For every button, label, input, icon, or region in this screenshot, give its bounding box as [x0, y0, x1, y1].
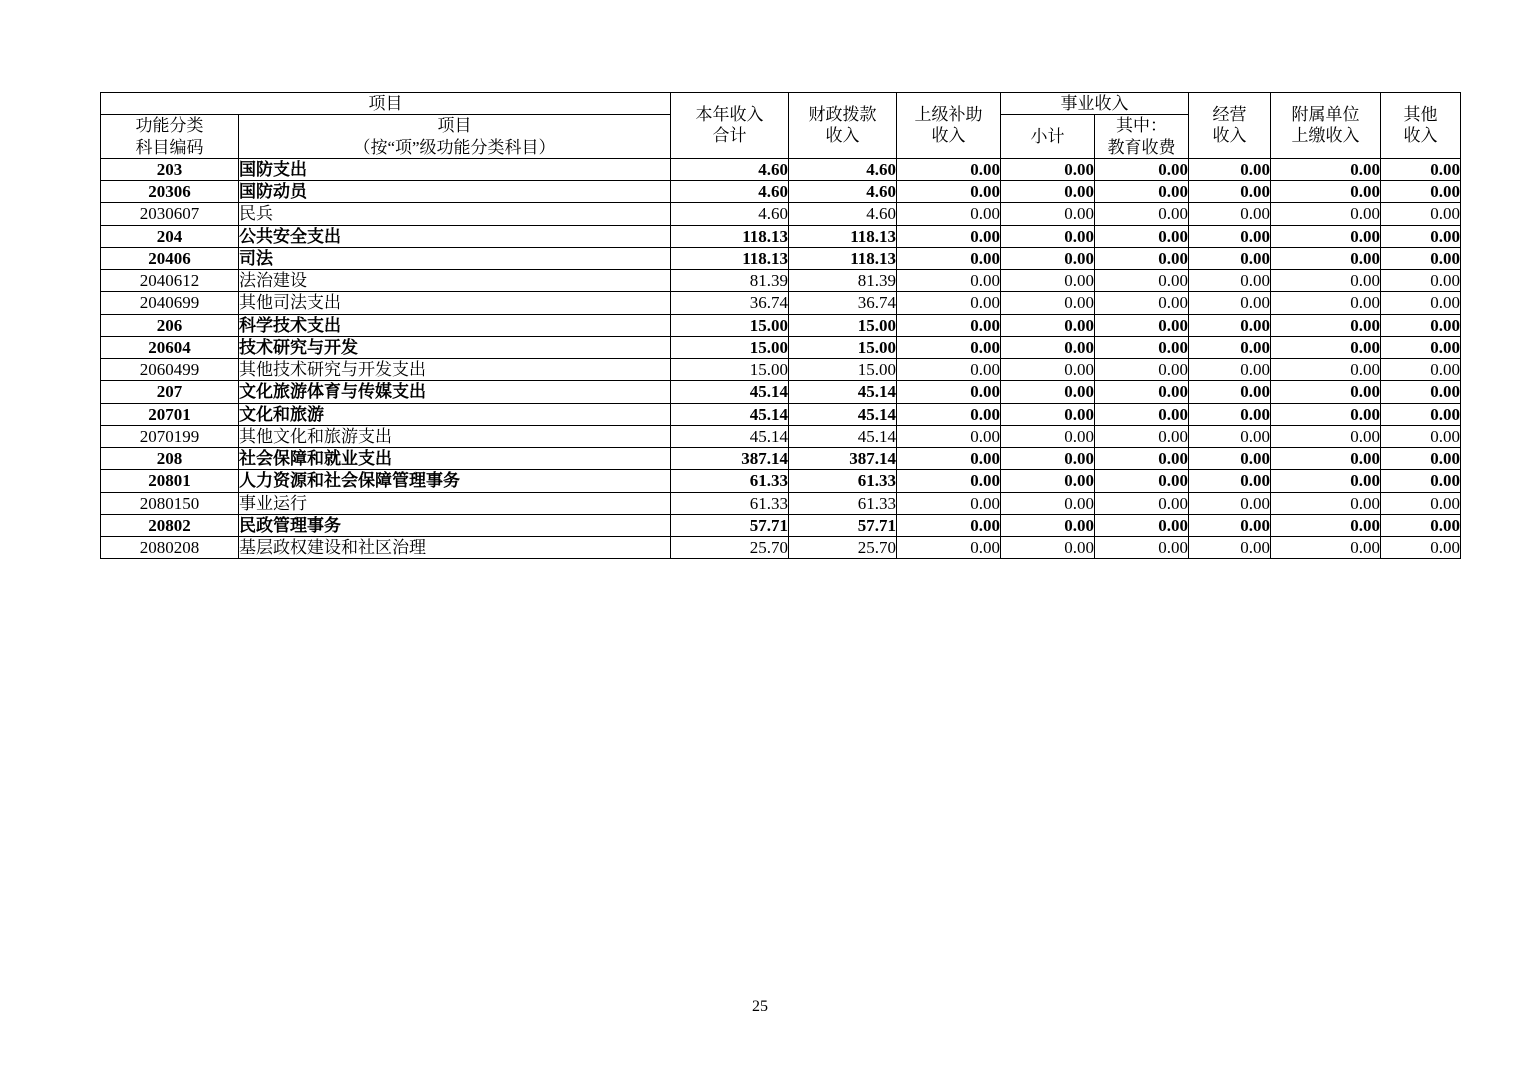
table-row — [101, 203, 1461, 225]
cell-operating-income: 0.00 — [1189, 470, 1271, 492]
cell-education-fee: 0.00 — [1095, 158, 1189, 180]
cell-upper-subsidy: 0.00 — [897, 403, 1001, 425]
cell-other-income: 0.00 — [1381, 158, 1461, 180]
header-edu-line1: 其中： — [1116, 116, 1167, 136]
header-operating-income — [1189, 93, 1271, 159]
table-row — [101, 181, 1461, 203]
cell-function-code: 20604 — [101, 336, 239, 358]
cell-other-income: 0.00 — [1381, 425, 1461, 447]
cell-education-fee: 0.00 — [1095, 336, 1189, 358]
cell-project-name: 司法 — [239, 247, 671, 269]
cell-operating-income: 0.00 — [1189, 314, 1271, 336]
cell-upper-subsidy: 0.00 — [897, 470, 1001, 492]
cell-operating-income: 0.00 — [1189, 537, 1271, 559]
cell-education-fee: 0.00 — [1095, 492, 1189, 514]
cell-function-code: 2040612 — [101, 270, 239, 292]
cell-fiscal-income: 25.70 — [789, 537, 897, 559]
cell-project-name: 技术研究与开发 — [239, 336, 671, 358]
header-fiscal-line1: 财政拨款 — [808, 105, 877, 125]
header-upper-line2: 收入 — [931, 126, 966, 146]
cell-total-income: 45.14 — [671, 403, 789, 425]
cell-fiscal-income: 45.14 — [789, 425, 897, 447]
cell-business-subtotal: 0.00 — [1001, 381, 1095, 403]
table-row — [101, 270, 1461, 292]
cell-fiscal-income: 61.33 — [789, 470, 897, 492]
cell-fiscal-income: 4.60 — [789, 181, 897, 203]
header-operating-line1: 经营 — [1212, 105, 1247, 125]
cell-fiscal-income: 15.00 — [789, 359, 897, 381]
cell-function-code: 2080150 — [101, 492, 239, 514]
cell-total-income: 118.13 — [671, 247, 789, 269]
header-affiliated-income — [1271, 93, 1381, 159]
header-code-line1: 功能分类 — [135, 116, 204, 136]
cell-business-subtotal: 0.00 — [1001, 247, 1095, 269]
cell-other-income: 0.00 — [1381, 203, 1461, 225]
cell-operating-income: 0.00 — [1189, 492, 1271, 514]
cell-total-income: 61.33 — [671, 492, 789, 514]
cell-total-income: 45.14 — [671, 425, 789, 447]
cell-function-code: 2060499 — [101, 359, 239, 381]
cell-project-name: 其他技术研究与开发支出 — [239, 359, 671, 381]
cell-other-income: 0.00 — [1381, 381, 1461, 403]
cell-operating-income: 0.00 — [1189, 448, 1271, 470]
cell-project-name: 社会保障和就业支出 — [239, 448, 671, 470]
cell-upper-subsidy: 0.00 — [897, 203, 1001, 225]
cell-business-subtotal: 0.00 — [1001, 292, 1095, 314]
cell-function-code: 2080208 — [101, 537, 239, 559]
cell-affiliated-income: 0.00 — [1271, 203, 1381, 225]
cell-other-income: 0.00 — [1381, 247, 1461, 269]
header-function-code — [101, 115, 239, 159]
cell-total-income: 45.14 — [671, 381, 789, 403]
header-upper-subsidy — [897, 93, 1001, 159]
cell-operating-income: 0.00 — [1189, 158, 1271, 180]
cell-operating-income: 0.00 — [1189, 359, 1271, 381]
cell-other-income: 0.00 — [1381, 270, 1461, 292]
cell-total-income: 61.33 — [671, 470, 789, 492]
cell-total-income: 36.74 — [671, 292, 789, 314]
cell-affiliated-income: 0.00 — [1271, 225, 1381, 247]
cell-affiliated-income: 0.00 — [1271, 537, 1381, 559]
cell-project-name: 公共安全支出 — [239, 225, 671, 247]
table-row — [101, 403, 1461, 425]
cell-operating-income: 0.00 — [1189, 247, 1271, 269]
cell-upper-subsidy: 0.00 — [897, 425, 1001, 447]
cell-function-code: 20701 — [101, 403, 239, 425]
cell-project-name: 民兵 — [239, 203, 671, 225]
table-header-row-1 — [101, 93, 1461, 115]
table-row — [101, 537, 1461, 559]
cell-business-subtotal: 0.00 — [1001, 403, 1095, 425]
cell-affiliated-income: 0.00 — [1271, 314, 1381, 336]
cell-education-fee: 0.00 — [1095, 247, 1189, 269]
cell-function-code: 20801 — [101, 470, 239, 492]
header-upper-line1: 上级补助 — [914, 105, 983, 125]
cell-upper-subsidy: 0.00 — [897, 537, 1001, 559]
cell-upper-subsidy: 0.00 — [897, 381, 1001, 403]
cell-other-income: 0.00 — [1381, 492, 1461, 514]
cell-upper-subsidy: 0.00 — [897, 492, 1001, 514]
cell-business-subtotal: 0.00 — [1001, 158, 1095, 180]
cell-total-income: 4.60 — [671, 203, 789, 225]
cell-business-subtotal: 0.00 — [1001, 514, 1095, 536]
cell-affiliated-income: 0.00 — [1271, 270, 1381, 292]
cell-other-income: 0.00 — [1381, 537, 1461, 559]
cell-function-code: 206 — [101, 314, 239, 336]
cell-total-income: 81.39 — [671, 270, 789, 292]
cell-other-income: 0.00 — [1381, 225, 1461, 247]
cell-operating-income: 0.00 — [1189, 292, 1271, 314]
cell-fiscal-income: 15.00 — [789, 314, 897, 336]
cell-education-fee: 0.00 — [1095, 314, 1189, 336]
header-project-name — [239, 115, 671, 159]
table-row — [101, 514, 1461, 536]
header-business-subtotal: 小计 — [1001, 115, 1095, 159]
cell-education-fee: 0.00 — [1095, 181, 1189, 203]
cell-business-subtotal: 0.00 — [1001, 537, 1095, 559]
cell-education-fee: 0.00 — [1095, 514, 1189, 536]
header-code-line2: 科目编码 — [135, 137, 204, 157]
cell-operating-income: 0.00 — [1189, 225, 1271, 247]
cell-affiliated-income: 0.00 — [1271, 403, 1381, 425]
cell-affiliated-income: 0.00 — [1271, 158, 1381, 180]
header-project-group: 项目 — [101, 93, 671, 115]
cell-fiscal-income: 45.14 — [789, 403, 897, 425]
cell-fiscal-income: 45.14 — [789, 381, 897, 403]
cell-project-name: 科学技术支出 — [239, 314, 671, 336]
cell-function-code: 203 — [101, 158, 239, 180]
table-header — [101, 93, 1461, 159]
cell-operating-income: 0.00 — [1189, 403, 1271, 425]
table-row — [101, 247, 1461, 269]
header-education-fee — [1095, 115, 1189, 159]
cell-total-income: 4.60 — [671, 158, 789, 180]
table-row — [101, 470, 1461, 492]
cell-business-subtotal: 0.00 — [1001, 448, 1095, 470]
cell-affiliated-income: 0.00 — [1271, 336, 1381, 358]
header-affiliated-line2: 上缴收入 — [1291, 126, 1360, 146]
cell-education-fee: 0.00 — [1095, 292, 1189, 314]
cell-function-code: 208 — [101, 448, 239, 470]
cell-operating-income: 0.00 — [1189, 270, 1271, 292]
cell-operating-income: 0.00 — [1189, 181, 1271, 203]
cell-affiliated-income: 0.00 — [1271, 470, 1381, 492]
cell-affiliated-income: 0.00 — [1271, 247, 1381, 269]
header-business-income: 事业收入 — [1001, 93, 1189, 115]
cell-fiscal-income: 118.13 — [789, 225, 897, 247]
cell-other-income: 0.00 — [1381, 403, 1461, 425]
cell-affiliated-income: 0.00 — [1271, 381, 1381, 403]
cell-affiliated-income: 0.00 — [1271, 292, 1381, 314]
cell-affiliated-income: 0.00 — [1271, 359, 1381, 381]
cell-project-name: 民政管理事务 — [239, 514, 671, 536]
cell-upper-subsidy: 0.00 — [897, 270, 1001, 292]
table-row — [101, 359, 1461, 381]
header-operating-line2: 收入 — [1212, 126, 1247, 146]
cell-fiscal-income: 15.00 — [789, 336, 897, 358]
cell-business-subtotal: 0.00 — [1001, 492, 1095, 514]
cell-function-code: 204 — [101, 225, 239, 247]
cell-project-name: 事业运行 — [239, 492, 671, 514]
cell-total-income: 4.60 — [671, 181, 789, 203]
cell-project-name: 其他司法支出 — [239, 292, 671, 314]
cell-upper-subsidy: 0.00 — [897, 336, 1001, 358]
cell-function-code: 20306 — [101, 181, 239, 203]
table-row — [101, 336, 1461, 358]
cell-function-code: 2040699 — [101, 292, 239, 314]
cell-upper-subsidy: 0.00 — [897, 225, 1001, 247]
cell-project-name: 人力资源和社会保障管理事务 — [239, 470, 671, 492]
cell-upper-subsidy: 0.00 — [897, 181, 1001, 203]
header-fiscal-line2: 收入 — [825, 126, 860, 146]
cell-education-fee: 0.00 — [1095, 270, 1189, 292]
header-total-income — [671, 93, 789, 159]
cell-upper-subsidy: 0.00 — [897, 247, 1001, 269]
cell-project-name: 文化旅游体育与传媒支出 — [239, 381, 671, 403]
budget-income-table — [100, 92, 1461, 559]
cell-other-income: 0.00 — [1381, 470, 1461, 492]
cell-total-income: 15.00 — [671, 314, 789, 336]
header-total-income-line1: 本年收入 — [695, 105, 764, 125]
cell-function-code: 207 — [101, 381, 239, 403]
cell-upper-subsidy: 0.00 — [897, 514, 1001, 536]
page-number: 25 — [752, 998, 768, 1015]
cell-affiliated-income: 0.00 — [1271, 425, 1381, 447]
cell-fiscal-income: 57.71 — [789, 514, 897, 536]
cell-project-name: 国防动员 — [239, 181, 671, 203]
cell-education-fee: 0.00 — [1095, 381, 1189, 403]
cell-fiscal-income: 36.74 — [789, 292, 897, 314]
cell-other-income: 0.00 — [1381, 292, 1461, 314]
cell-project-name: 其他文化和旅游支出 — [239, 425, 671, 447]
header-other-income — [1381, 93, 1461, 159]
cell-business-subtotal: 0.00 — [1001, 470, 1095, 492]
cell-upper-subsidy: 0.00 — [897, 448, 1001, 470]
cell-business-subtotal: 0.00 — [1001, 336, 1095, 358]
cell-function-code: 2030607 — [101, 203, 239, 225]
cell-business-subtotal: 0.00 — [1001, 203, 1095, 225]
cell-total-income: 15.00 — [671, 336, 789, 358]
cell-fiscal-income: 387.14 — [789, 448, 897, 470]
cell-total-income: 387.14 — [671, 448, 789, 470]
header-name-line2: （按“项”级功能分类科目） — [353, 137, 556, 157]
header-fiscal-appropriation — [789, 93, 897, 159]
header-total-income-line2: 合计 — [712, 126, 747, 146]
header-edu-line2: 教育收费 — [1107, 137, 1176, 157]
cell-function-code: 20406 — [101, 247, 239, 269]
cell-upper-subsidy: 0.00 — [897, 314, 1001, 336]
cell-business-subtotal: 0.00 — [1001, 314, 1095, 336]
cell-education-fee: 0.00 — [1095, 203, 1189, 225]
cell-business-subtotal: 0.00 — [1001, 225, 1095, 247]
cell-education-fee: 0.00 — [1095, 425, 1189, 447]
cell-affiliated-income: 0.00 — [1271, 181, 1381, 203]
header-other-line1: 其他 — [1403, 105, 1438, 125]
cell-operating-income: 0.00 — [1189, 425, 1271, 447]
cell-other-income: 0.00 — [1381, 336, 1461, 358]
cell-education-fee: 0.00 — [1095, 359, 1189, 381]
cell-business-subtotal: 0.00 — [1001, 270, 1095, 292]
cell-project-name: 法治建设 — [239, 270, 671, 292]
cell-project-name: 文化和旅游 — [239, 403, 671, 425]
cell-total-income: 118.13 — [671, 225, 789, 247]
cell-other-income: 0.00 — [1381, 359, 1461, 381]
cell-fiscal-income: 4.60 — [789, 158, 897, 180]
cell-fiscal-income: 4.60 — [789, 203, 897, 225]
cell-total-income: 15.00 — [671, 359, 789, 381]
table-row — [101, 425, 1461, 447]
table-row — [101, 225, 1461, 247]
table-row — [101, 314, 1461, 336]
cell-total-income: 25.70 — [671, 537, 789, 559]
cell-other-income: 0.00 — [1381, 314, 1461, 336]
header-name-line1: 项目 — [437, 116, 472, 136]
cell-business-subtotal: 0.00 — [1001, 425, 1095, 447]
cell-fiscal-income: 118.13 — [789, 247, 897, 269]
cell-operating-income: 0.00 — [1189, 514, 1271, 536]
cell-fiscal-income: 81.39 — [789, 270, 897, 292]
cell-upper-subsidy: 0.00 — [897, 359, 1001, 381]
table-row — [101, 448, 1461, 470]
cell-project-name: 国防支出 — [239, 158, 671, 180]
cell-function-code: 20802 — [101, 514, 239, 536]
cell-project-name: 基层政权建设和社区治理 — [239, 537, 671, 559]
table-body — [101, 158, 1461, 559]
cell-affiliated-income: 0.00 — [1271, 492, 1381, 514]
cell-education-fee: 0.00 — [1095, 448, 1189, 470]
cell-operating-income: 0.00 — [1189, 203, 1271, 225]
cell-education-fee: 0.00 — [1095, 470, 1189, 492]
cell-education-fee: 0.00 — [1095, 403, 1189, 425]
cell-affiliated-income: 0.00 — [1271, 514, 1381, 536]
cell-operating-income: 0.00 — [1189, 336, 1271, 358]
cell-education-fee: 0.00 — [1095, 225, 1189, 247]
header-affiliated-line1: 附属单位 — [1291, 105, 1360, 125]
cell-business-subtotal: 0.00 — [1001, 359, 1095, 381]
header-other-line2: 收入 — [1403, 126, 1438, 146]
cell-upper-subsidy: 0.00 — [897, 158, 1001, 180]
cell-fiscal-income: 61.33 — [789, 492, 897, 514]
table-row — [101, 292, 1461, 314]
cell-other-income: 0.00 — [1381, 448, 1461, 470]
cell-other-income: 0.00 — [1381, 514, 1461, 536]
table-row — [101, 492, 1461, 514]
cell-operating-income: 0.00 — [1189, 381, 1271, 403]
table-row — [101, 158, 1461, 180]
table-row — [101, 381, 1461, 403]
cell-upper-subsidy: 0.00 — [897, 292, 1001, 314]
cell-other-income: 0.00 — [1381, 181, 1461, 203]
cell-education-fee: 0.00 — [1095, 537, 1189, 559]
cell-business-subtotal: 0.00 — [1001, 181, 1095, 203]
cell-affiliated-income: 0.00 — [1271, 448, 1381, 470]
cell-total-income: 57.71 — [671, 514, 789, 536]
cell-function-code: 2070199 — [101, 425, 239, 447]
